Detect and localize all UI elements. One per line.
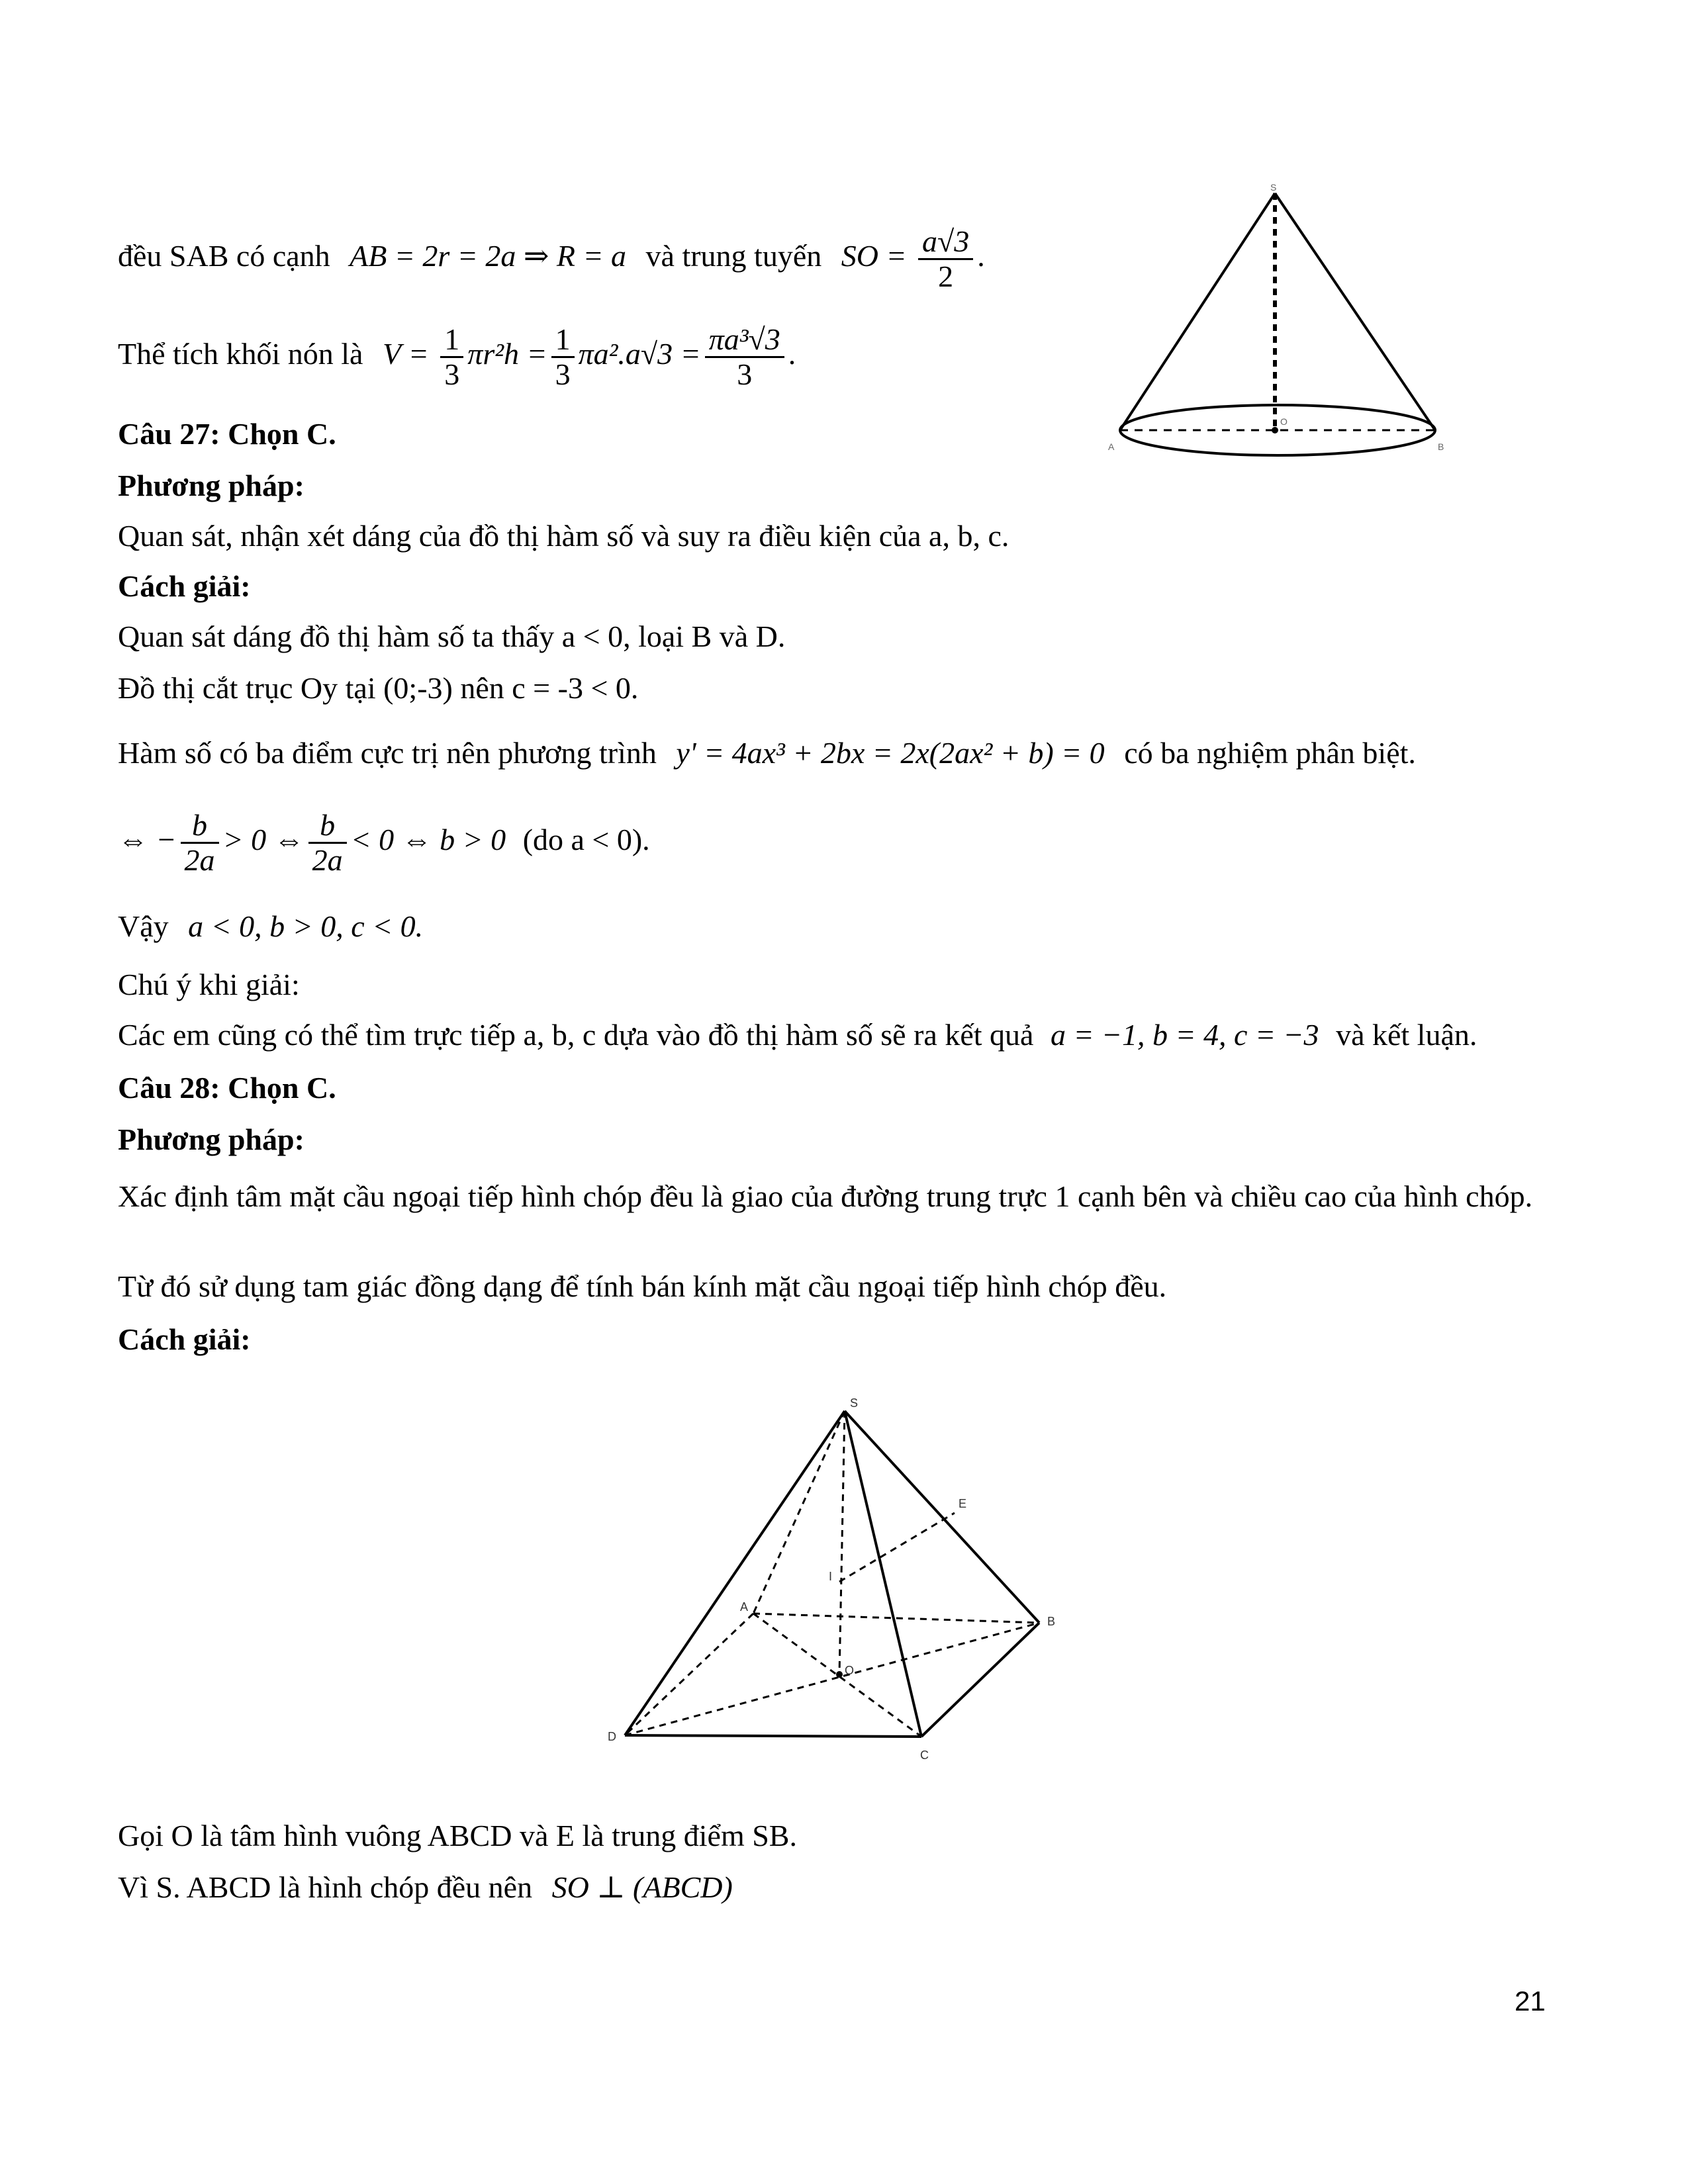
pyramid-figure [583, 1383, 1086, 1774]
cone-edge-right [1275, 193, 1435, 430]
text-line-2: Thể tích khối nón là V = $\frac{1}{3}$ πr²h = $\frac{1}{3}$ πa².a√3 = $\frac{\text{πa³√3}}{3}$ . [118, 322, 796, 391]
solution-text-1: Quan sát dáng đồ thị hàm số ta thấy a < 0, loại B và D. [118, 619, 786, 653]
solution-text-5 [118, 1869, 733, 1906]
cone-center-point [1272, 427, 1278, 433]
math-expression: < 0 ⇔ b > 0 [350, 823, 506, 857]
point-o [836, 1671, 843, 1678]
math-expression: a < 0, b > 0, c < 0. [188, 909, 424, 943]
edge-sb [845, 1411, 1039, 1623]
pyramid-label-e: E [959, 1497, 967, 1510]
fraction-numerator: a√3 [918, 225, 973, 260]
math-expression: y' = 4ax³ + 2bx = 2x(2ax² + b) = 0 [676, 736, 1105, 770]
note-heading: Chú ý khi giải: [118, 968, 300, 1001]
method-text-2: Xác định tâm mặt cầu ngoại tiếp hình chóp đều là giao của đường trung trực 1 cạnh bên và chiều cao của hình chóp. [118, 1179, 1533, 1213]
fraction-denominator: 2 [938, 259, 954, 293]
pyramid-label-b: B [1047, 1615, 1056, 1628]
text-span: (do a < 0). [522, 823, 650, 857]
edge-sd [625, 1411, 845, 1735]
fraction [705, 323, 784, 391]
solution-text-3 [118, 735, 1416, 772]
pyramid-label-d: D [608, 1730, 616, 1743]
solution-text-2: Đồ thị cắt trục Oy tại (0;-3) nên c = -3 < 0. [118, 671, 639, 705]
cone-label-b: B [1438, 441, 1444, 452]
edge-ab [753, 1614, 1039, 1623]
conclusion-line [118, 908, 423, 945]
fraction [440, 323, 463, 391]
edge-cb [921, 1623, 1039, 1737]
edge-ad [625, 1614, 753, 1735]
fraction-denominator: 3 [444, 357, 460, 391]
fraction-numerator: 1 [551, 323, 575, 358]
cone-figure [1099, 179, 1509, 490]
math-expression: ⇔ − [118, 823, 177, 857]
fraction-numerator: πa³√3 [705, 323, 784, 358]
cone-label-o: O [1280, 416, 1288, 427]
pyramid-label-a: A [740, 1600, 749, 1614]
solution-heading: Cách giải: [118, 569, 251, 603]
pyramid-label-c: C [920, 1749, 929, 1762]
text-span: có ba nghiệm phân biệt. [1124, 736, 1416, 770]
fraction-denominator: 2a [312, 843, 343, 877]
text-span: Vì S. ABCD là hình chóp đều nên [118, 1870, 533, 1904]
cone-label-s: S [1270, 182, 1277, 193]
fraction-numerator: b [308, 809, 347, 844]
height-so [839, 1411, 845, 1674]
fraction [551, 323, 575, 391]
math-expression: πa².a√3 = [578, 337, 701, 371]
text-span: Vậy [118, 909, 169, 943]
math-expression: V = [382, 337, 429, 371]
edge-sa [753, 1411, 845, 1614]
fraction-denominator: 2a [184, 843, 215, 877]
fraction-numerator: b [181, 809, 219, 844]
edge-sc [845, 1411, 921, 1737]
math-expression: SO = [841, 239, 907, 273]
method-text-3: Từ đó sử dụng tam giác đồng dạng để tính bán kính mặt cầu ngoại tiếp hình chóp đều. [118, 1269, 1167, 1303]
diagonal-db [625, 1623, 1039, 1735]
method-heading: Phương pháp: [118, 469, 305, 502]
text-span: Hàm số có ba điểm cực trị nên phương trình [118, 736, 657, 770]
cone-edge-left [1120, 193, 1275, 430]
text-span: đều SAB có cạnh [118, 239, 330, 273]
fraction [181, 809, 219, 877]
text-line-1: đều SAB có cạnh AB = 2r = 2a ⇒ R = a và trung tuyến SO = $\frac{a√3}{2}$ . [118, 224, 985, 293]
text-span: và kết luận. [1336, 1018, 1477, 1052]
equivalence-line [118, 809, 650, 877]
fraction-numerator: 1 [440, 323, 463, 358]
text-span: Thể tích khối nón là [118, 337, 363, 371]
pyramid-label-i: I [829, 1570, 833, 1583]
math-expression: AB = 2r = 2a ⇒ R = a [350, 239, 627, 273]
math-expression: SO ⊥ (ABCD) [551, 1870, 733, 1904]
method-text: Quan sát, nhận xét dáng của đồ thị hàm số và suy ra điều kiện của a, b, c. [118, 519, 1009, 553]
edge-dc [625, 1735, 921, 1737]
fraction-denominator: 3 [555, 357, 571, 391]
solution-text-4: Gọi O là tâm hình vuông ABCD và E là trung điểm SB. [118, 1819, 797, 1852]
pyramid-label-o: O [845, 1664, 855, 1677]
fraction [308, 809, 347, 877]
math-expression: > 0 ⇔ [222, 823, 305, 857]
text-span: và trung tuyến [645, 239, 822, 273]
cone-label-a: A [1108, 441, 1115, 452]
note-text [118, 1017, 1477, 1054]
segment-ie [839, 1513, 955, 1582]
text-span: Các em cũng có thể tìm trực tiếp a, b, c dựa vào đồ thị hàm số sẽ ra kết quả [118, 1018, 1034, 1052]
math-expression: πr²h = [467, 337, 547, 371]
question-28-heading: Câu 28: Chọn C. [118, 1071, 336, 1105]
page-number: 21 [1515, 1985, 1546, 2017]
pyramid-label-s: S [850, 1396, 859, 1410]
math-expression: a = −1, b = 4, c = −3 [1050, 1018, 1319, 1052]
fraction [918, 225, 973, 293]
question-27-heading: Câu 27: Chọn C. [118, 417, 336, 451]
method-heading-2: Phương pháp: [118, 1122, 305, 1156]
fraction-denominator: 3 [737, 357, 753, 391]
solution-heading-2: Cách giải: [118, 1322, 251, 1356]
